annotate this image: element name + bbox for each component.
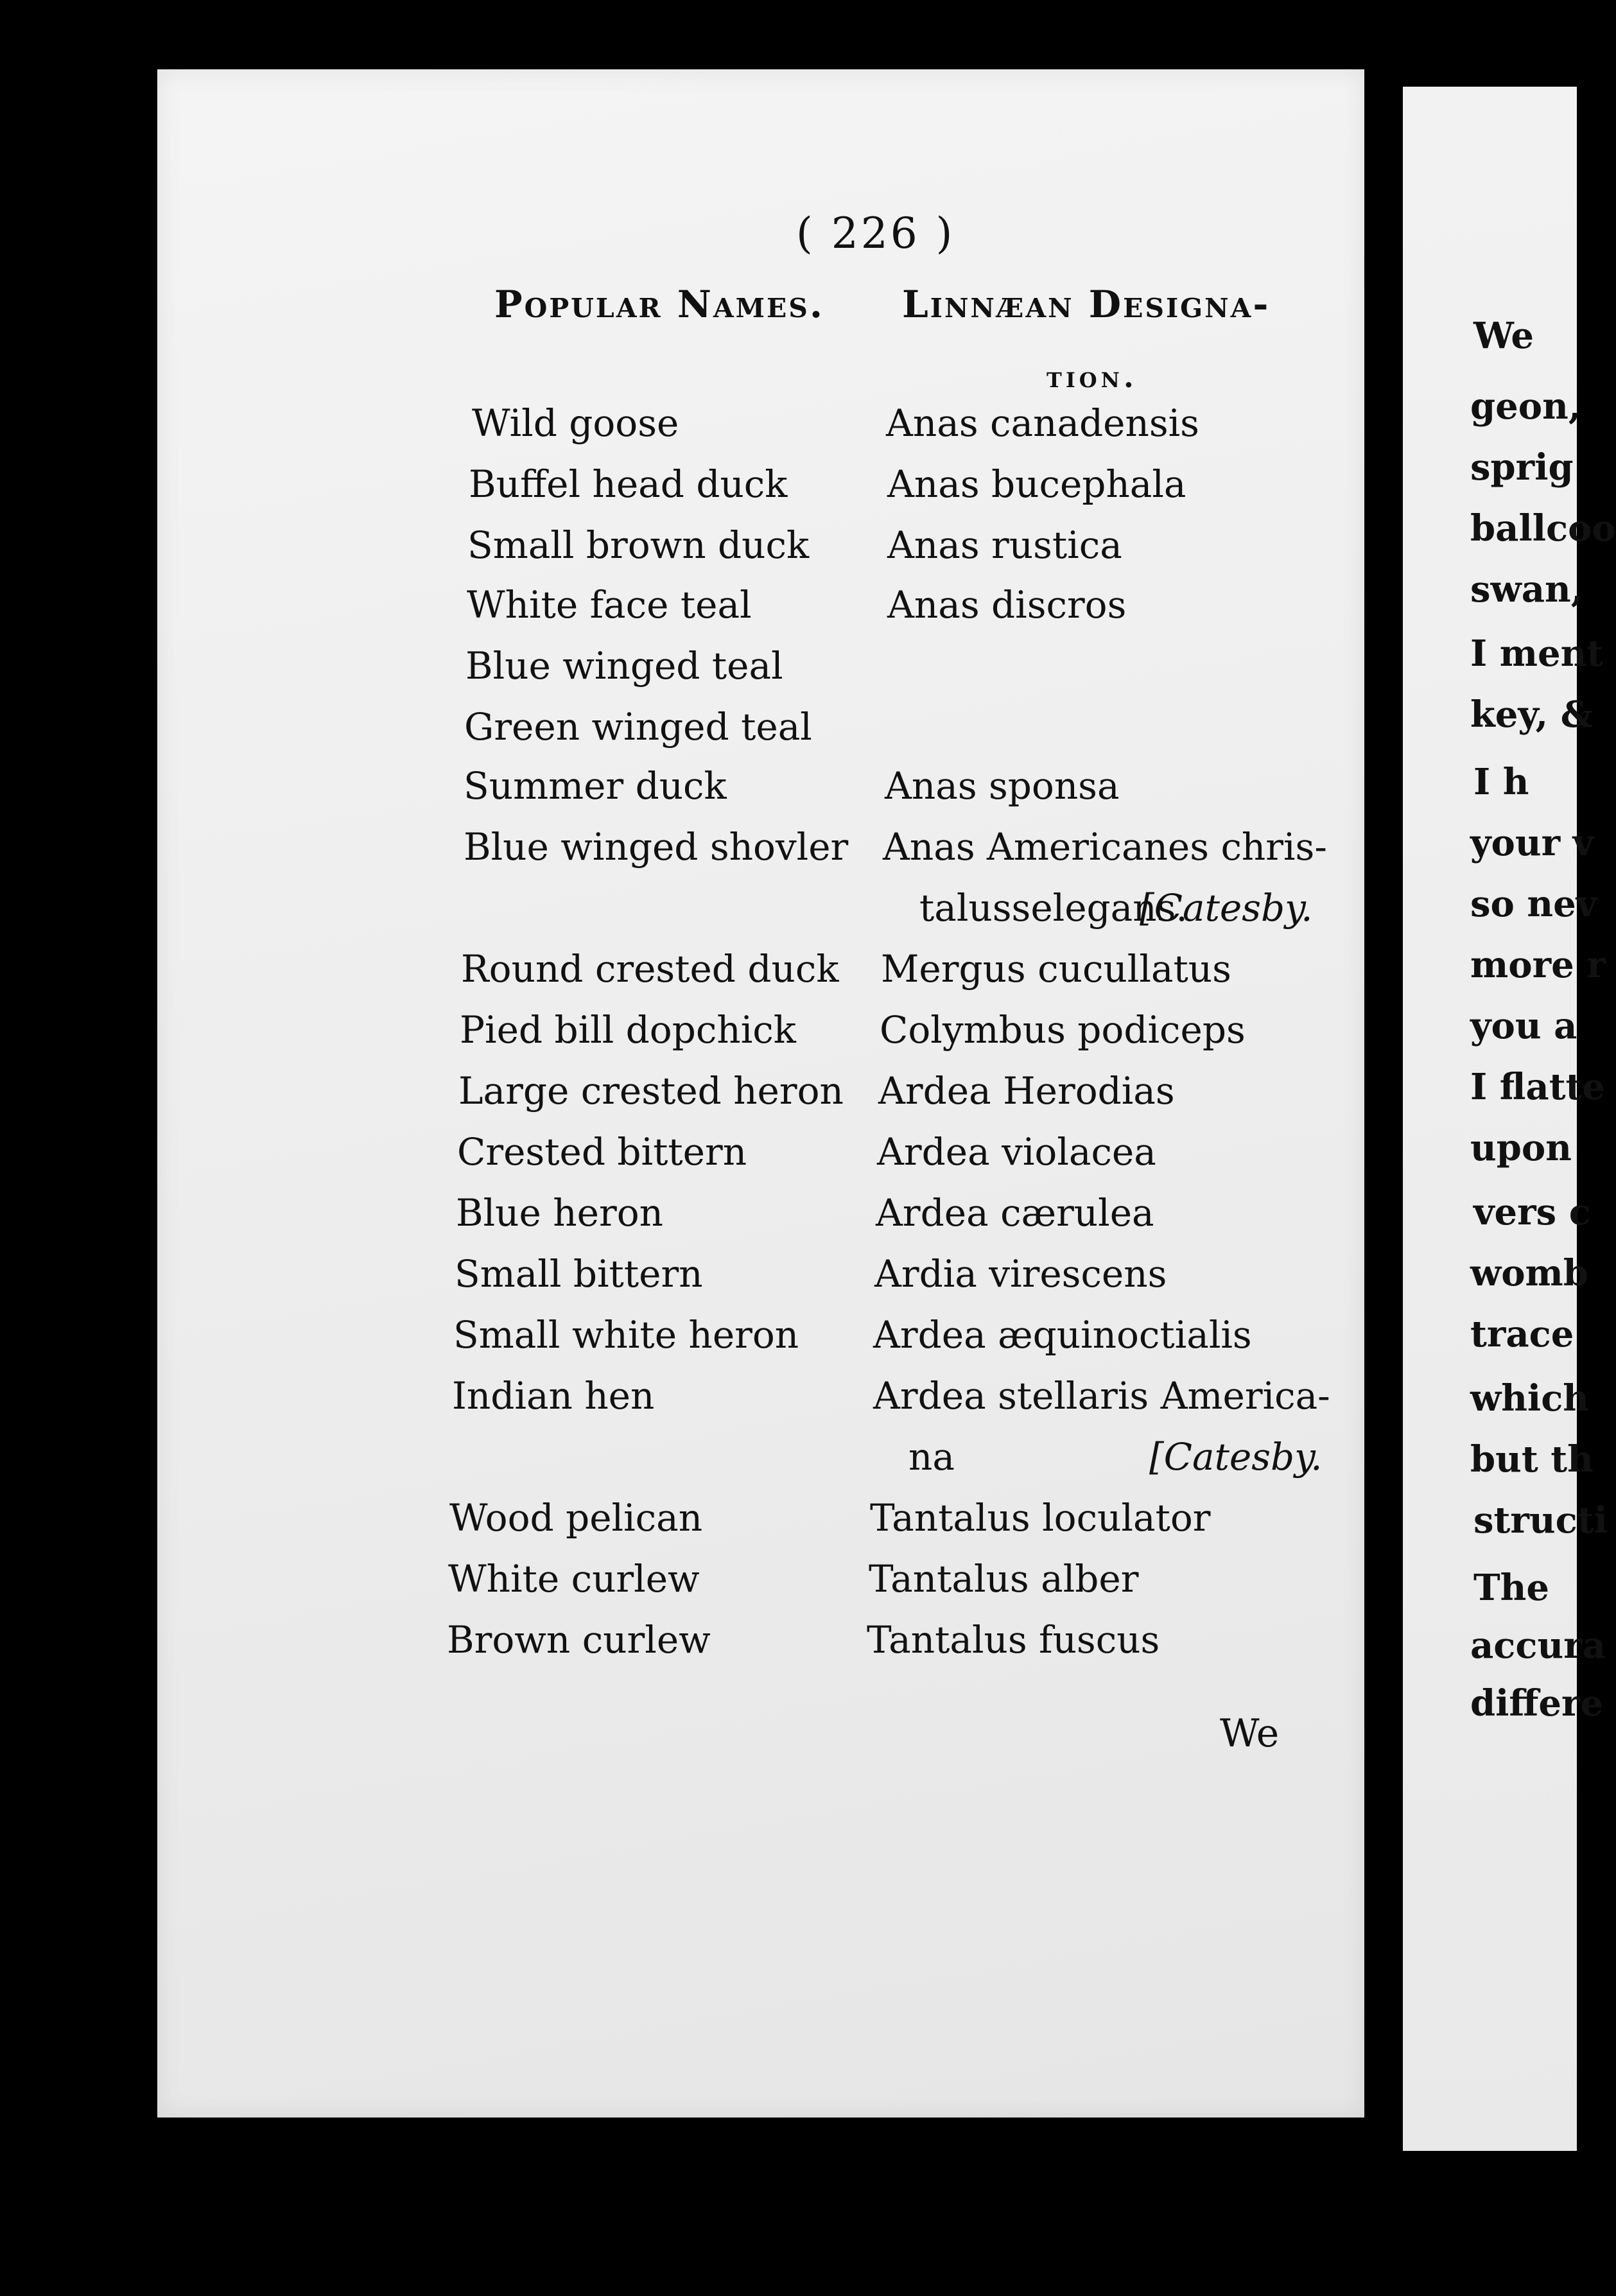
popular-name: Small brown duck	[467, 523, 810, 567]
facing-page-line: key, &	[1470, 693, 1594, 736]
linnaean-name: Colymbus podiceps	[880, 1008, 1246, 1052]
catesby-reference: [Catesby.	[1140, 886, 1313, 930]
popular-name: Large crested heron	[458, 1069, 844, 1113]
linnaean-name: Anas rustica	[887, 523, 1122, 567]
linnaean-name: Ardea cærulea	[876, 1191, 1154, 1235]
popular-names-header: Popular Names.	[494, 283, 825, 326]
facing-page-line: accura	[1470, 1624, 1606, 1667]
linnaean-name: Anas discros	[887, 583, 1127, 627]
linnaean-name: Anas bucephala	[887, 462, 1186, 506]
popular-name: Summer duck	[464, 764, 727, 808]
linnaean-name: na	[908, 1435, 955, 1479]
popular-name: White curlew	[448, 1557, 700, 1601]
facing-page-line: your v	[1470, 822, 1594, 864]
linnaean-name: Ardea Herodias	[878, 1069, 1175, 1113]
facing-page-line: sprig	[1470, 446, 1574, 489]
linnaean-name: Tantalus fuscus	[867, 1618, 1160, 1662]
linnaean-name: Anas sponsa	[885, 764, 1120, 808]
popular-name: Blue winged teal	[465, 644, 783, 688]
facing-page-line: which	[1470, 1377, 1590, 1420]
linnaean-name: Anas canadensis	[886, 401, 1199, 445]
facing-page-line: more r	[1470, 944, 1606, 986]
popular-name: Small bittern	[455, 1252, 703, 1296]
popular-name: Wild goose	[472, 401, 679, 445]
facing-page-line: The	[1473, 1567, 1550, 1609]
facing-page-line: but th	[1470, 1438, 1594, 1481]
facing-page-line: I flatte	[1470, 1066, 1606, 1108]
popular-name: White face teal	[467, 583, 752, 627]
popular-name: Blue winged shovler	[464, 825, 849, 869]
linnaean-name: Tantalus loculator	[870, 1496, 1211, 1540]
facing-page-line: geon,	[1470, 385, 1581, 428]
linnaean-name: Ardea stellaris America-	[873, 1374, 1330, 1418]
linnaean-name: talusselegans.	[919, 886, 1188, 930]
popular-name: Round crested duck	[461, 947, 839, 991]
popular-name: Small white heron	[453, 1313, 799, 1357]
catesby-reference: [Catesby.	[1149, 1435, 1323, 1479]
facing-page-line: I ment	[1470, 632, 1604, 675]
facing-page-line: ballcoo	[1470, 507, 1616, 550]
facing-page-line: swan,	[1470, 568, 1584, 611]
popular-name: Indian hen	[452, 1374, 655, 1418]
facing-page-line: structi	[1473, 1499, 1608, 1542]
popular-name: Brown curlew	[447, 1618, 711, 1662]
facing-page-line: upon	[1470, 1127, 1572, 1169]
facing-page-text	[1403, 87, 1616, 2151]
facing-page-line: womb	[1470, 1252, 1588, 1294]
page-number: ( 226 )	[796, 209, 955, 258]
popular-name: Crested bittern	[457, 1130, 747, 1174]
facing-page-line: trace	[1470, 1313, 1574, 1355]
popular-name: Buffel head duck	[469, 462, 788, 506]
linnaean-name: Ardia virescens	[874, 1252, 1167, 1296]
facing-page-line: vers c	[1473, 1191, 1591, 1233]
linnaean-name: Ardea violacea	[877, 1130, 1156, 1174]
linnaean-name: Ardea æquinoctialis	[873, 1313, 1252, 1357]
facing-page-line: differe	[1470, 1682, 1604, 1725]
popular-name: Blue heron	[456, 1191, 663, 1235]
popular-name: Green winged teal	[464, 705, 812, 749]
popular-name: Wood pelican	[449, 1496, 703, 1540]
facing-page-line: you a	[1470, 1005, 1577, 1047]
linnaean-name: Anas Americanes chris-	[883, 825, 1327, 869]
catchword: We	[1220, 1711, 1280, 1756]
linnaean-name: Tantalus alber	[869, 1557, 1139, 1601]
linnaean-header-continued: tion.	[1047, 360, 1138, 394]
linnaean-header: Linnæan Designa-	[902, 283, 1271, 326]
popular-name: Pied bill dopchick	[460, 1008, 796, 1052]
linnaean-name: Mergus cucullatus	[881, 947, 1231, 991]
facing-page-line: so nev	[1470, 883, 1597, 925]
facing-page-line: We	[1473, 315, 1534, 357]
facing-page-line: I h	[1473, 761, 1529, 803]
